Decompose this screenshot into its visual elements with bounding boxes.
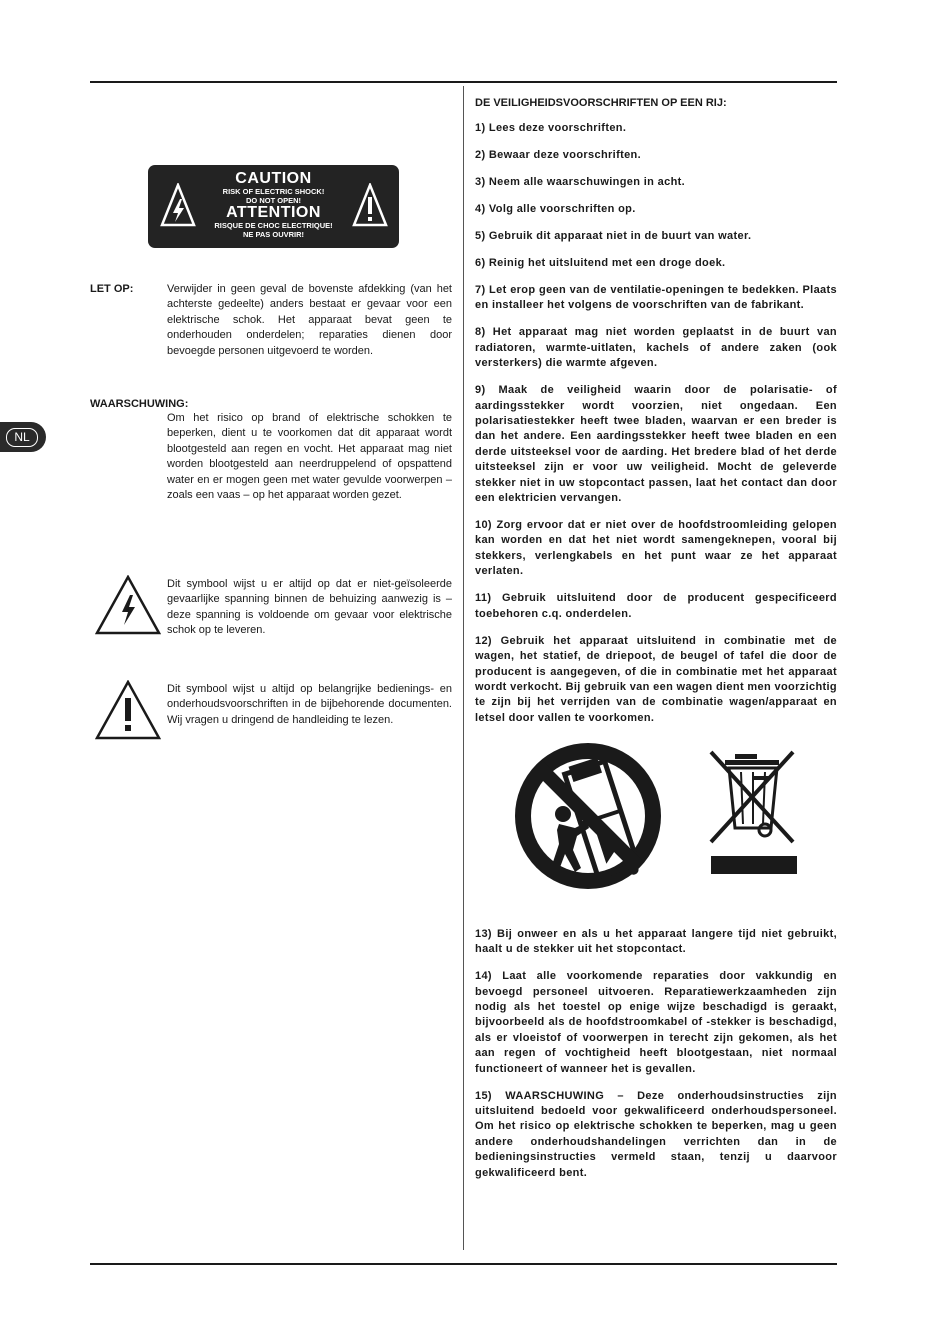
pictogram-row — [475, 738, 837, 918]
safety-item: 4) Volg alle voorschriften op. — [475, 203, 636, 215]
attention-line: NE PAS OUVRIR! — [242, 230, 305, 239]
shock-warning-icon — [160, 183, 196, 227]
attention-title: ATTENTION — [226, 204, 321, 221]
safety-item: 1) Lees deze voorschriften. — [475, 122, 627, 134]
safety-item: 15) WAARSCHUWING – Deze onderhoudsinstructies zijn uitsluitend bedoeld voor gekwalificeerd onderhoudspersoneel. Om het risico op elektrische schokken te beperken, mag u geen andere onderhoudshandelingen verrichten dan in de bedieningsinstructies vermeld staan, tenzij u daarvoor gekwalificeerd bent. — [475, 1089, 837, 1179]
attention-line: RISQUE DE CHOC ELECTRIQUE! — [214, 221, 333, 230]
safety-item: 14) Laat alle voorkomende reparaties door vakkundig en bevoegd personeel uitvoeren. Reparatiewerkzaamheden zijn nodig als het toestel op enige wijze beschadigd is geraakt, bijvoorbeeld als de hoofdstroomkabel of -stekker is beschadigd, als er vloeistof of voorwerpen in terecht zijn gekomen, als het aan regen of vochtigheid heeft blootgestaan, niet normaal functioneert of wanneer het is gevallen. — [475, 970, 837, 1075]
caution-label — [148, 165, 399, 248]
cart-tipover-warning-icon — [515, 738, 661, 894]
safety-item: 6) Reinig het uitsluitend met een droge doek. — [475, 257, 726, 269]
safety-heading: DE VEILIGHEIDSVOORSCHRIFTEN OP EEN RIJ: — [475, 97, 727, 109]
exclamation-warning-icon — [352, 183, 388, 227]
warning-text: Om het risico op brand of elektrische schokken te beperken, dient u te voorkomen dat dit apparaat wordt blootgesteld aan regen en vocht. Het apparaat mag niet worden blootgesteld aan neerdruppelend of opspattend water en er mogen geen met water gevulde voorwerpen – zoals een vaas – op het apparaat worden gezet. — [167, 412, 452, 502]
caution-title: CAUTION — [235, 170, 312, 187]
column-divider — [463, 86, 464, 1250]
safety-instructions — [475, 96, 837, 1193]
safety-item: 7) Let erop geen van de ventilatie-openingen te bedekken. Plaats en installeer het volgens de voorschriften van de fabrikant. — [475, 284, 837, 312]
safety-item: 5) Gebruik dit apparaat niet in de buurt van water. — [475, 230, 752, 242]
exclamation-triangle-icon — [95, 680, 161, 740]
language-tab-label: NL — [6, 428, 38, 447]
symbol1-text: Dit symbool wijst u er altijd op dat er niet-geïsoleerde gevaarlijke spanning binnen de behuizing aanwezig is – deze spanning is voldoende om gevaar voor elektrische schok op te leveren. — [167, 578, 452, 637]
let-op-text: Verwijder in geen geval de bovenste afdekking (van het achterste gedeelte) anders bestaat er gevaar voor een elektrische schok. Het apparaat bevat geen te onderhouden onderdelen; reparaties dienen door bevoegde personen uitgevoerd te worden. — [167, 283, 452, 357]
safety-item: 10) Zorg ervoor dat er niet over de hoofdstroomleiding gelopen kan worden en dat het niet wordt samengeknepen, vooral bij stekkers, verlengkabels en het punt waar ze het apparaat verlaten. — [475, 519, 837, 578]
lightning-triangle-icon — [95, 575, 161, 635]
language-tab — [0, 422, 46, 452]
safety-item: 3) Neem alle waarschuwingen in acht. — [475, 176, 686, 188]
safety-item: 12) Gebruik het apparaat uitsluitend in combinatie met de wagen, het statief, de driepoot, de beugel of tafel die door de producent is aangegeven, of die in combinatie met het apparaat wordt verkocht. Bij gebruik van een wagen dient men voorzichtig te zijn bij het verrijden van de combinatie wagen/apparaat en letsel door vallen te voorkomen. — [475, 634, 837, 724]
caution-line: RISK OF ELECTRIC SHOCK! — [222, 187, 325, 196]
caution-line: DO NOT OPEN! — [245, 196, 301, 205]
safety-item: 8) Het apparaat mag niet worden geplaatst in de buurt van radiatoren, warmte-uitlaten, kachels of andere zaken (ook versterkers) die warmte afgeven. — [475, 326, 837, 370]
let-op-label: LET OP: — [90, 283, 134, 295]
weee-crossed-bin-icon — [707, 748, 799, 874]
top-rule — [90, 81, 837, 83]
safety-item: 2) Bewaar deze voorschriften. — [475, 149, 642, 161]
bottom-rule — [90, 1263, 837, 1265]
safety-item: 13) Bij onweer en als u het apparaat langere tijd niet gebruikt, haalt u de stekker uit het stopcontact. — [475, 927, 837, 956]
safety-item: 11) Gebruik uitsluitend door de producent gespecificeerd toebehoren c.q. onderdelen. — [475, 592, 837, 620]
caution-text-block — [198, 171, 349, 239]
safety-item: 9) Maak de veiligheid waarin door de polarisatie- of aardingsstekker wordt voorzien, niet ongedaan. Een polarisatiestekker heeft twee bladen, waarvan er een breder is dan het andere. Een aardingsstekker heeft twee bladen en een derde uitsteeksel voor de aarding. Het bredere blad of het derde uitsteeksel zijn er voor uw veiligheid. Mocht de geleverde stekker niet in uw stopcontact passen, laat het contact dan door een elektricien vervangen. — [475, 384, 837, 505]
symbol2-text: Dit symbool wijst u altijd op belangrijke bedienings- en onderhoudsvoorschriften in de bijbehorende documenten. Wij vragen u dringend de handleiding te lezen. — [167, 683, 452, 726]
warning-label: WAARSCHUWING: — [90, 398, 189, 410]
